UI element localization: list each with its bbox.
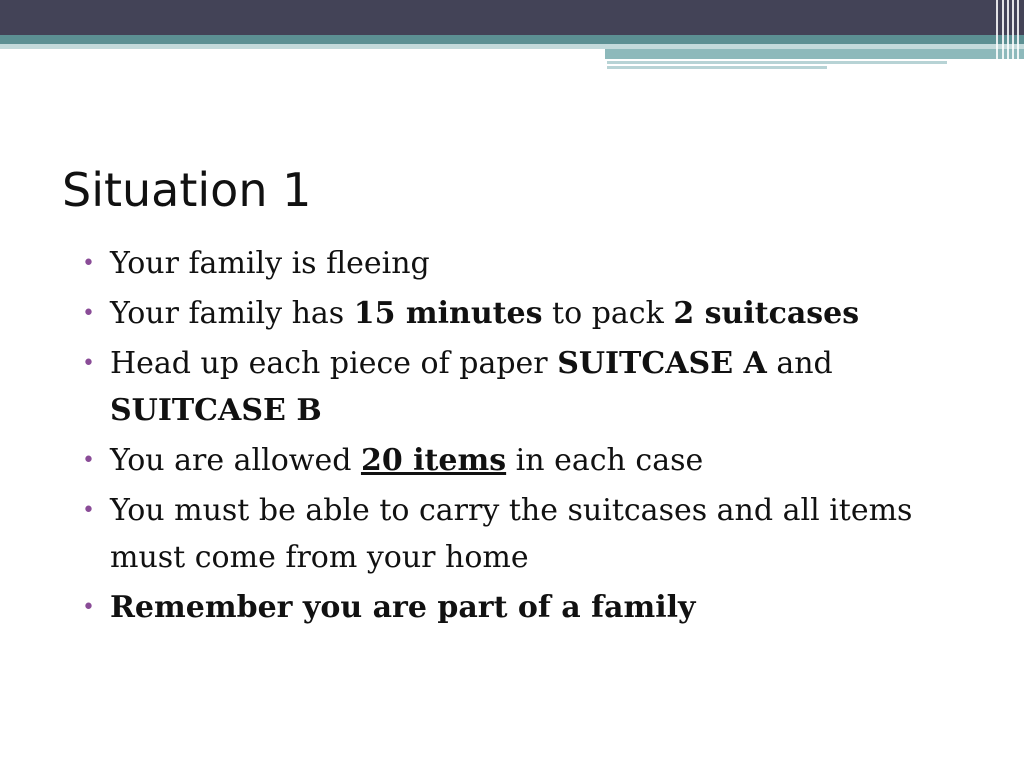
bullet-text: Remember you are part of a family	[110, 590, 696, 625]
header-thin-line-short	[607, 66, 827, 69]
bullet-text: 2 suitcases	[673, 296, 860, 331]
bullet-text: Your family has	[110, 296, 354, 331]
bullet-text: SUITCASE B	[110, 393, 322, 428]
bullet-dot-icon: •	[82, 301, 95, 326]
bullet-dot-icon: •	[82, 351, 95, 376]
bullet-item	[80, 290, 980, 337]
bullet-item	[80, 437, 980, 484]
bullet-list	[80, 240, 980, 634]
header-teal-bar	[0, 35, 1024, 44]
bullet-text: SUITCASE A	[557, 346, 767, 381]
bullet-dot-icon: •	[82, 251, 95, 276]
bullet-item	[80, 584, 980, 631]
bullet-text: 20 items	[360, 443, 507, 478]
bullet-item	[80, 240, 980, 287]
slide-title: Situation 1	[62, 163, 312, 217]
bullet-dot-icon: •	[82, 498, 95, 523]
bullet-dot-icon: •	[82, 595, 95, 620]
bullet-dot-icon: •	[82, 448, 95, 473]
bullet-text: You are allowed	[110, 443, 361, 478]
bullet-text: Your family is fleeing	[110, 246, 430, 281]
bullet-text: You must be able to carry the suitcases and all items must come from your home	[110, 493, 913, 575]
bullet-text: in each case	[506, 443, 704, 478]
bullet-text: 15 minutes	[353, 296, 543, 331]
bullet-text: to pack	[542, 296, 674, 331]
bullet-text: Head up each piece of paper	[110, 346, 558, 381]
bullet-item	[80, 340, 980, 434]
header-accent-bar	[605, 49, 1024, 59]
bullet-text: and	[766, 346, 833, 381]
header-thin-line	[607, 61, 947, 64]
header-dark-bar	[0, 0, 1024, 35]
bullet-item	[80, 487, 980, 581]
header-stripes-decoration	[990, 0, 1024, 70]
